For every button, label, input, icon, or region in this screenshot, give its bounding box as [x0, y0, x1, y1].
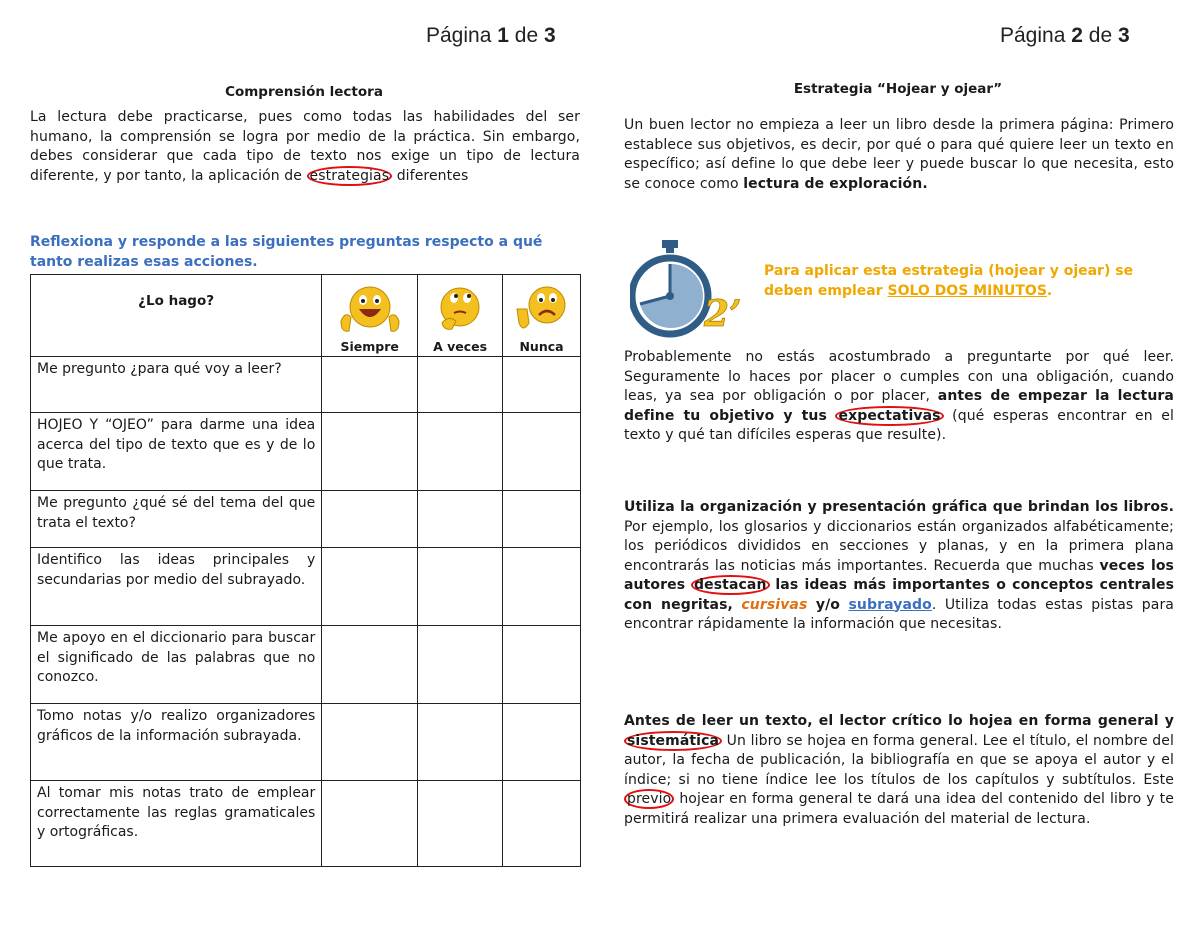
table-row: [31, 357, 581, 413]
answer-cell-never[interactable]: [503, 357, 581, 413]
page-title: Estrategia “Hojear y ojear”: [793, 81, 1003, 97]
table-row: [31, 491, 581, 548]
answer-cell-always[interactable]: [322, 357, 418, 413]
column-label: A veces: [433, 339, 488, 354]
paragraph-4: Antes de leer un texto, el lector crítico lo hojea en forma general y sistemática Un libro se hojea en forma general. Lee el título, el nombre del autor, la fecha de publicación, la bibliografía en que se apoya el autor y el índice; si no tiene índice lee los títulos de los capítulos y subtítulos. Este previo hojear en forma general te dará una idea del contenido del libro y te permitirá realizar una primera evaluación del material de lectura.: [624, 713, 1174, 827]
answer-cell-never[interactable]: [503, 704, 581, 781]
page-2: [600, 0, 1200, 927]
question-cell: Me pregunto ¿para qué voy a leer?: [31, 357, 322, 413]
circled-word: previo: [624, 789, 674, 809]
circled-word: estrategias: [307, 166, 393, 186]
answer-cell-never[interactable]: [503, 413, 581, 491]
table-row: [31, 548, 581, 626]
answer-cell-sometimes[interactable]: [418, 548, 503, 626]
answer-cell-sometimes[interactable]: [418, 357, 503, 413]
answer-cell-always[interactable]: [322, 704, 418, 781]
answer-cell-sometimes[interactable]: [418, 781, 503, 867]
stopwatch-label: 2’: [704, 293, 742, 335]
answer-cell-never[interactable]: [503, 548, 581, 626]
question-header: ¿Lo hago?: [31, 275, 322, 357]
habits-table: [30, 274, 581, 867]
question-cell: Al tomar mis notas trato de emplear correctamente las reglas gramaticales y ortográficas.: [31, 781, 322, 867]
callout-text: Para aplicar esta estrategia (hojear y ojear) se deben emplear SOLO DOS MINUTOS.: [764, 263, 1134, 299]
answer-cell-always[interactable]: [322, 626, 418, 704]
happy-face-icon: [335, 283, 405, 337]
page-number: Página 1 de 3: [426, 24, 556, 47]
stopwatch-icon: [630, 238, 755, 343]
question-cell: HOJEO Y “OJEO” para darme una idea acerca del tipo de texto que es y de lo que trata.: [31, 413, 322, 491]
sad-face-icon: [511, 283, 573, 337]
paragraph-2: Probablemente no estás acostumbrado a preguntarte por qué leer. Seguramente lo haces por placer o cumples con una obligación, cuando leas, ya sea por obligación o por placer, antes de empezar la lectura define tu objetivo y tus expectativas (qué esperas encontrar en el texto y qué tan difíciles esperas que resulte).: [624, 349, 1174, 443]
answer-cell-always[interactable]: [322, 413, 418, 491]
strategy-callout: [624, 238, 1174, 343]
question-cell: Me apoyo en el diccionario para buscar el significado de las palabras que no conozco.: [31, 626, 322, 704]
table-header-row: [31, 275, 581, 357]
page-number: Página 2 de 3: [1000, 24, 1130, 47]
answer-cell-sometimes[interactable]: [418, 704, 503, 781]
table-row: [31, 626, 581, 704]
answer-cell-sometimes[interactable]: [418, 413, 503, 491]
answer-cell-never[interactable]: [503, 626, 581, 704]
answer-cell-never[interactable]: [503, 491, 581, 548]
instruction-text: Reflexiona y responde a las siguientes preguntas respecto a qué tanto realizas esas acciones.: [30, 234, 543, 270]
page-title: Comprensión lectora: [225, 84, 383, 100]
answer-cell-always[interactable]: [322, 781, 418, 867]
table-row: [31, 413, 581, 491]
question-cell: Tomo notas y/o realizo organizadores gráficos de la información subrayada.: [31, 704, 322, 781]
intro-paragraph: La lectura debe practicarse, pues como todas las habilidades del ser humano, la comprensión se logra por medio de la práctica. Sin embargo, debes considerar que cada tipo de texto nos exige un tipo de lectura diferente, y por tanto, la aplicación de estrategias diferentes: [30, 109, 580, 184]
column-never: [503, 275, 581, 357]
paragraph-3: Utiliza la organización y presentación gráfica que brindan los libros. Por ejemplo, los glosarios y diccionarios están organizados alfabéticamente; los periódicos divididos en secciones y planas, y en la primera plana encontrarás las noticias más importantes. Recuerda que muchas veces los autores destacan las ideas más importantes o conceptos centrales con negritas, cursivas y/o subrayado. Utiliza todas estas pistas para encontrar rápidamente la información que necesitas.: [624, 499, 1174, 632]
table-row: [31, 704, 581, 781]
circled-word: sistemática: [624, 731, 722, 751]
paragraph-1: Un buen lector no empieza a leer un libro desde la primera página: Primero establece sus objetivos, es decir, por qué o para qué quiere leer un texto en específico; así define lo que debe leer y puede buscar lo que necesita, esto se conoce como lectura de exploración.: [624, 117, 1174, 192]
column-always: [322, 275, 418, 357]
question-cell: Me pregunto ¿qué sé del tema del que trata el texto?: [31, 491, 322, 548]
column-label: Siempre: [340, 339, 399, 354]
thinking-face-icon: [430, 283, 490, 337]
circled-word: expectativas: [835, 406, 943, 426]
answer-cell-sometimes[interactable]: [418, 626, 503, 704]
answer-cell-always[interactable]: [322, 548, 418, 626]
table-row: [31, 781, 581, 867]
column-sometimes: [418, 275, 503, 357]
answer-cell-always[interactable]: [322, 491, 418, 548]
answer-cell-sometimes[interactable]: [418, 491, 503, 548]
circled-word: destacan: [691, 575, 770, 595]
answer-cell-never[interactable]: [503, 781, 581, 867]
column-label: Nunca: [519, 339, 564, 354]
question-cell: Identifico las ideas principales y secundarias por medio del subrayado.: [31, 548, 322, 626]
